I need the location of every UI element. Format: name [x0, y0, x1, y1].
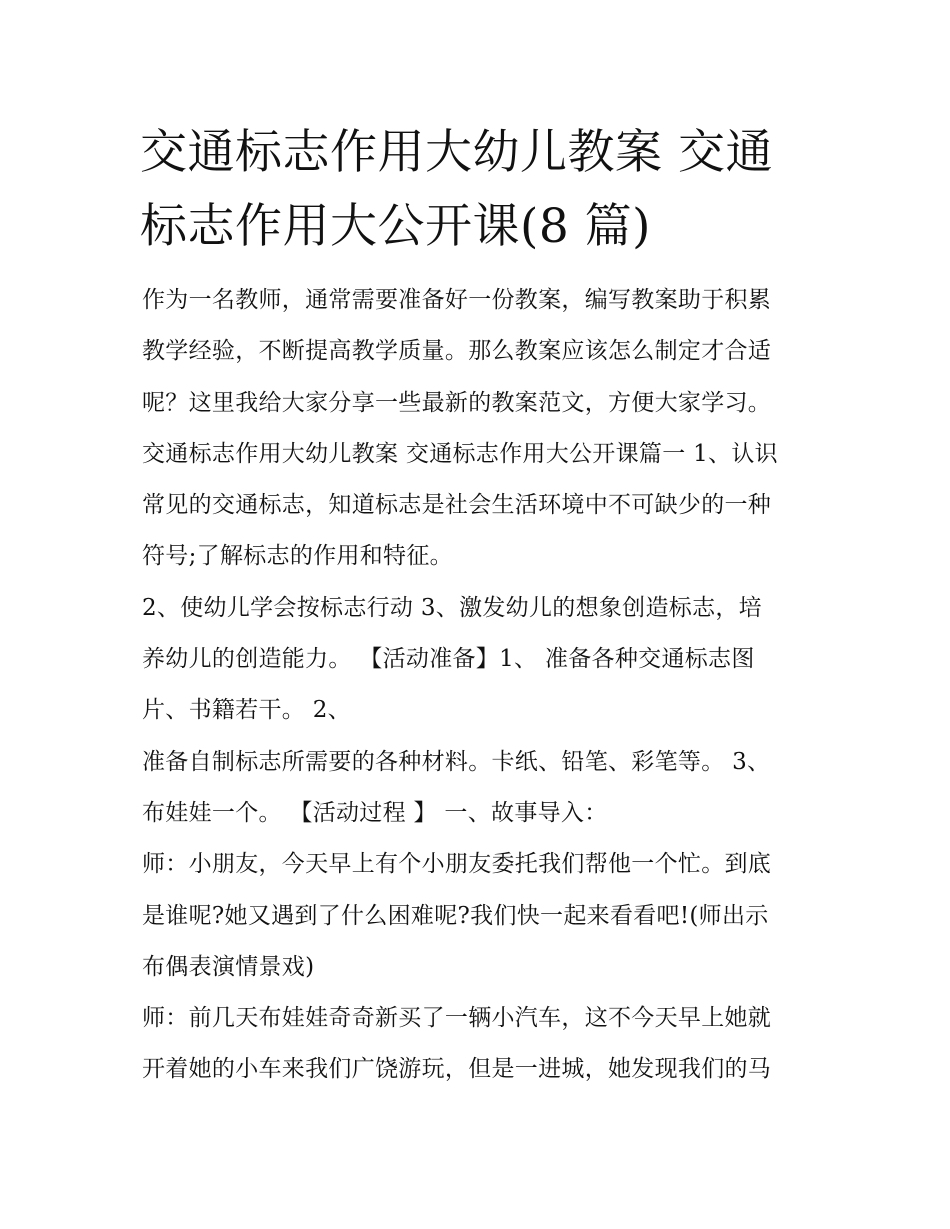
- body-line: 教学经验，不断提高教学质量。那么教案应该怎么制定才合适: [142, 338, 772, 365]
- document-body: [142, 275, 822, 1096]
- body-line: 片、书籍若干。 2、: [142, 697, 351, 724]
- body-line: 呢？这里我给大家分享一些最新的教案范文，方便大家学习。: [142, 389, 772, 416]
- body-line: 布偶表演情景戏): [142, 953, 315, 980]
- body-line: 是谁呢?她又遇到了什么困难呢?我们快一起来看看吧!(师出示: [142, 902, 769, 929]
- title-line: 标志作用大公开课(8 篇): [140, 199, 652, 254]
- body-line: 准备自制标志所需要的各种材料。卡纸、铅笔、彩笔等。 3、: [142, 748, 771, 775]
- title-line: 交通标志作用大幼儿教案 交通: [140, 125, 773, 180]
- body-line: 2、使幼儿学会按标志行动 3、激发幼儿的想象创造标志，培: [142, 594, 762, 621]
- body-line: 常见的交通标志，知道标志是社会生活环境中不可缺少的一种: [142, 492, 772, 519]
- body-line: 符号;了解标志的作用和特征。: [142, 543, 453, 570]
- body-line: 开着她的小车来我们广饶游玩，但是一进城，她发现我们的马: [142, 1056, 772, 1083]
- body-line: 养幼儿的创造能力。 【活动准备】1、 准备各种交通标志图: [142, 646, 755, 673]
- body-line: 师：小朋友，今天早上有个小朋友委托我们帮他一个忙。到底: [142, 851, 772, 878]
- body-line: 作为一名教师，通常需要准备好一份教案，编写教案助于积累: [142, 287, 772, 313]
- body-line: 师：前几天布娃娃奇奇新买了一辆小汽车，这不今天早上她就: [142, 1005, 772, 1032]
- body-line: 布娃娃一个。 【活动过程 】 一、故事导入：: [142, 799, 608, 826]
- document-title: [140, 116, 820, 264]
- body-line: 交通标志作用大幼儿教案 交通标志作用大公开课篇一 1、认识: [142, 440, 778, 467]
